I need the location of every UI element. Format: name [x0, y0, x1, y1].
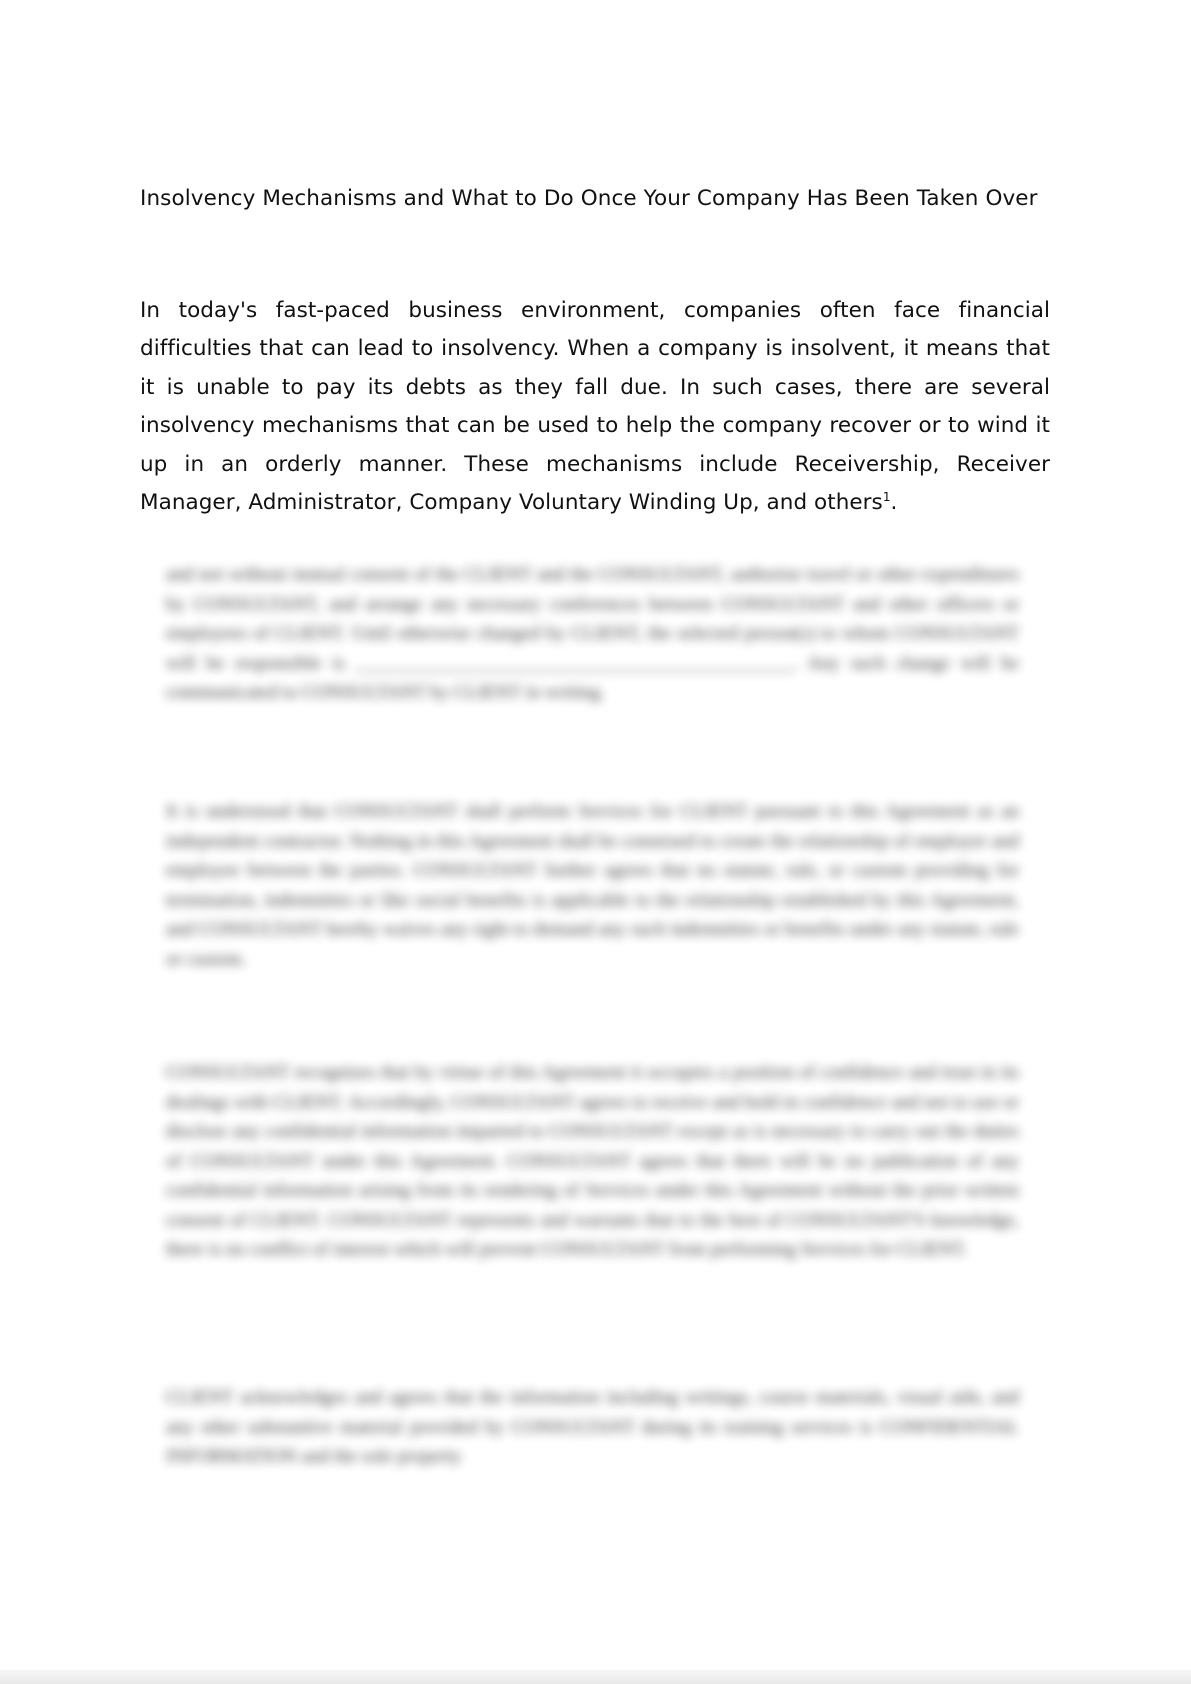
blurred-paragraph: CLIENT acknowledges and agrees that the information including writings, course materials, visual aids, and any other substantive material provided by CONSULTANT during its training services is CONFIDENTIAL INFORMATION and the sole property: [166, 1387, 1019, 1467]
footnote-ref: 1: [882, 489, 891, 504]
intro-paragraph: [140, 292, 1050, 522]
blurred-paragraph: It is understood that CONSULTANT shall perform Services for CLIENT pursuant to this Agreement as an independent contractor. Nothing in this Agreement shall be construed to create the relationship of employer and employee between the parties. CONSULTANT further agrees that no statute, rule, or custom providing for termination, indemnities or like social benefits is applicable to the relationship established by this Agreement, and CONSULTANT hereby waives any right to demand any such indemnities or benefits under any statute, rule or custom.: [166, 801, 1019, 970]
page-bottom-edge: [0, 1670, 1191, 1684]
blurred-paragraph: CONSULTANT recognizes that by virtue of this Agreement it occupies a position of confidence and trust in its dealings with CLIENT. Accordingly, CONSULTANT agrees to receive and hold in confidence and not to use or disclose any confidential information imparted to CONSULTANT except as is necessary to carry out the duties of CONSULTANT under this Agreement. CONSULTANT agrees that there will be no publication of any confidential information arising from its rendering of Services under this Agreement without the prior written consent of CLIENT. CONSULTANT represents and warrants that to the best of CONSULTANT'S knowledge, there is no conflict of interest which will prevent CONSULTANT from performing Services for CLIENT.: [166, 1062, 1019, 1260]
intro-text: In today's fast-paced business environment, companies often face financial difficulties that can lead to insolvency. When a company is insolvent, it means that it is unable to pay its debts as they fall due. In such cases, there are several insolvency mechanisms that can be used to help the company recover or to wind it up in an orderly manner. These mechanisms include Receivership, Receiver Manager, Administrator, Company Voluntary Winding Up, and others: [140, 298, 1050, 516]
document-title: Insolvency Mechanisms and What to Do Once Your Company Has Been Taken Over: [140, 186, 1038, 211]
intro-end: .: [890, 490, 898, 516]
blurred-paragraph: and not without mutual consent of the CLIENT and the CONSULTANT, authorize travel or other expenditures by CONSULTANT, and arrange any necessary conferences between CONSULTANT and other officers or employees of CLIENT. Until otherwise changed by CLIENT, the selected person(s) to whom CONSULTANT will be responsible is ______________________________________________. Any such change will be communicated to CONSULTANT by CLIENT in writing.: [166, 564, 1019, 703]
